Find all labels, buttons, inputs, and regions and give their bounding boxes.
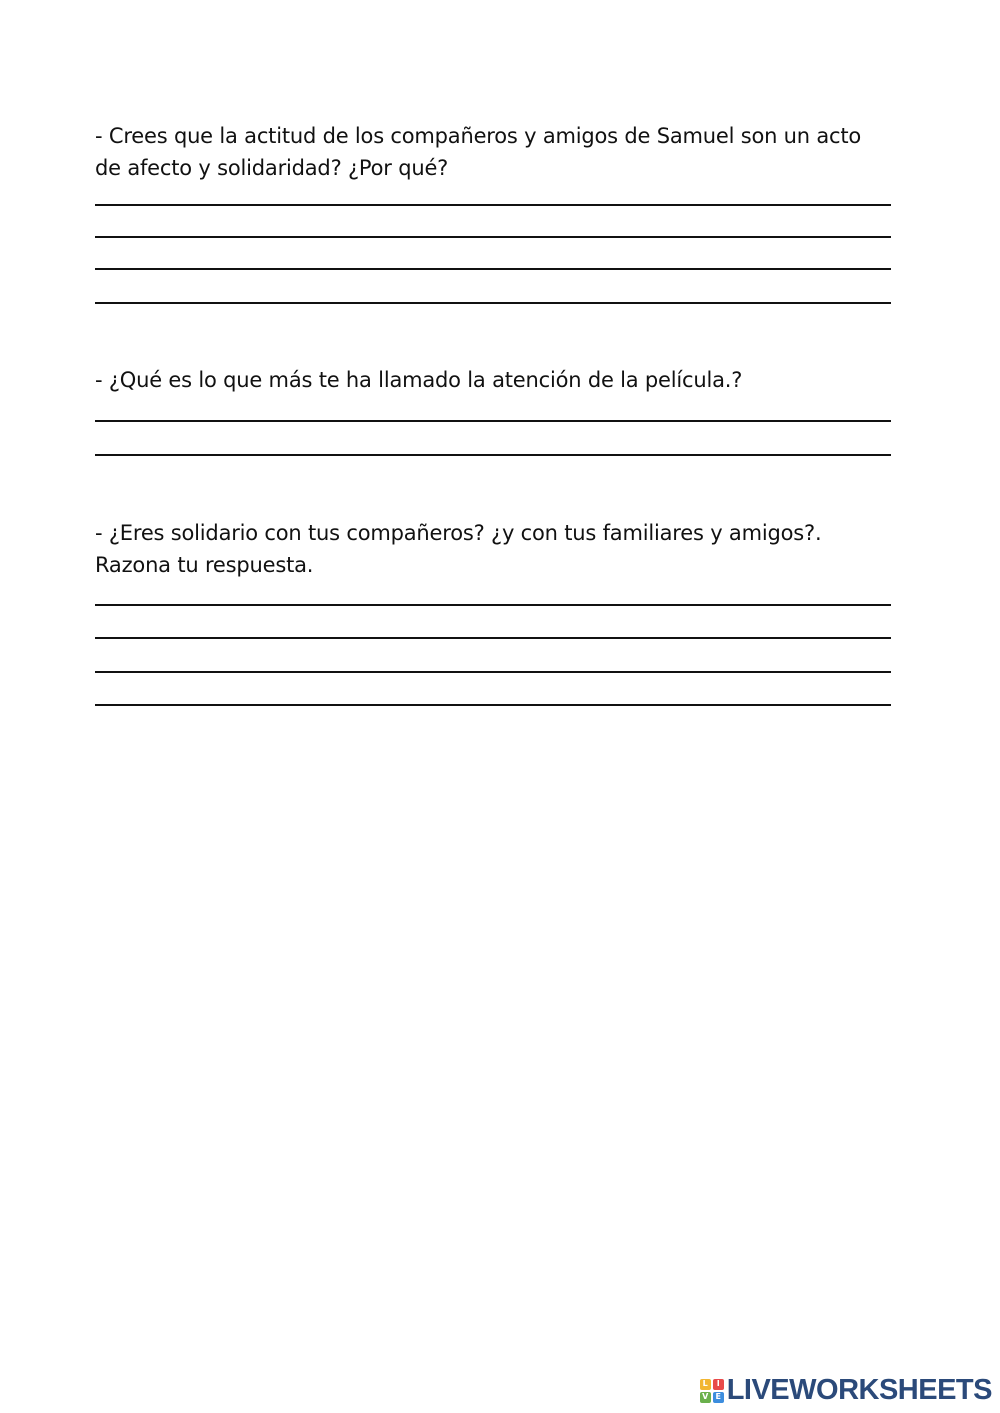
answer-area-2[interactable] (95, 420, 895, 456)
answer-line[interactable] (95, 204, 891, 206)
question-1 (95, 120, 895, 304)
question-1-text: - Crees que la actitud de los compañeros y amigos de Samuel son un acto de afecto y solidaridad? ¿Por qué? (95, 124, 862, 180)
answer-line[interactable] (95, 604, 891, 606)
answer-line[interactable] (95, 704, 891, 706)
answer-line[interactable] (95, 671, 891, 673)
liveworksheets-logo (700, 1374, 992, 1407)
answer-area-1[interactable] (95, 204, 895, 304)
answer-line[interactable] (95, 236, 891, 238)
question-2 (95, 364, 895, 456)
logo-text: LIVEWORKSHEETS (726, 1374, 992, 1406)
logo-block-v: V (700, 1392, 711, 1403)
question-2-text: - ¿Qué es lo que más te ha llamado la atención de la película.? (95, 368, 743, 392)
answer-line[interactable] (95, 637, 891, 639)
liveworksheets-logo-icon (700, 1379, 724, 1403)
answer-line[interactable] (95, 302, 891, 304)
question-3-text: - ¿Eres solidario con tus compañeros? ¿y con tus familiares y amigos?. Razona tu respuesta. (95, 521, 822, 577)
logo-block-e: E (713, 1392, 724, 1403)
answer-line[interactable] (95, 268, 891, 270)
question-3 (95, 517, 895, 706)
answer-line[interactable] (95, 420, 891, 422)
answer-line[interactable] (95, 454, 891, 456)
logo-block-i: I (713, 1379, 724, 1390)
logo-block-l: L (700, 1379, 711, 1390)
answer-area-3[interactable] (95, 604, 895, 706)
